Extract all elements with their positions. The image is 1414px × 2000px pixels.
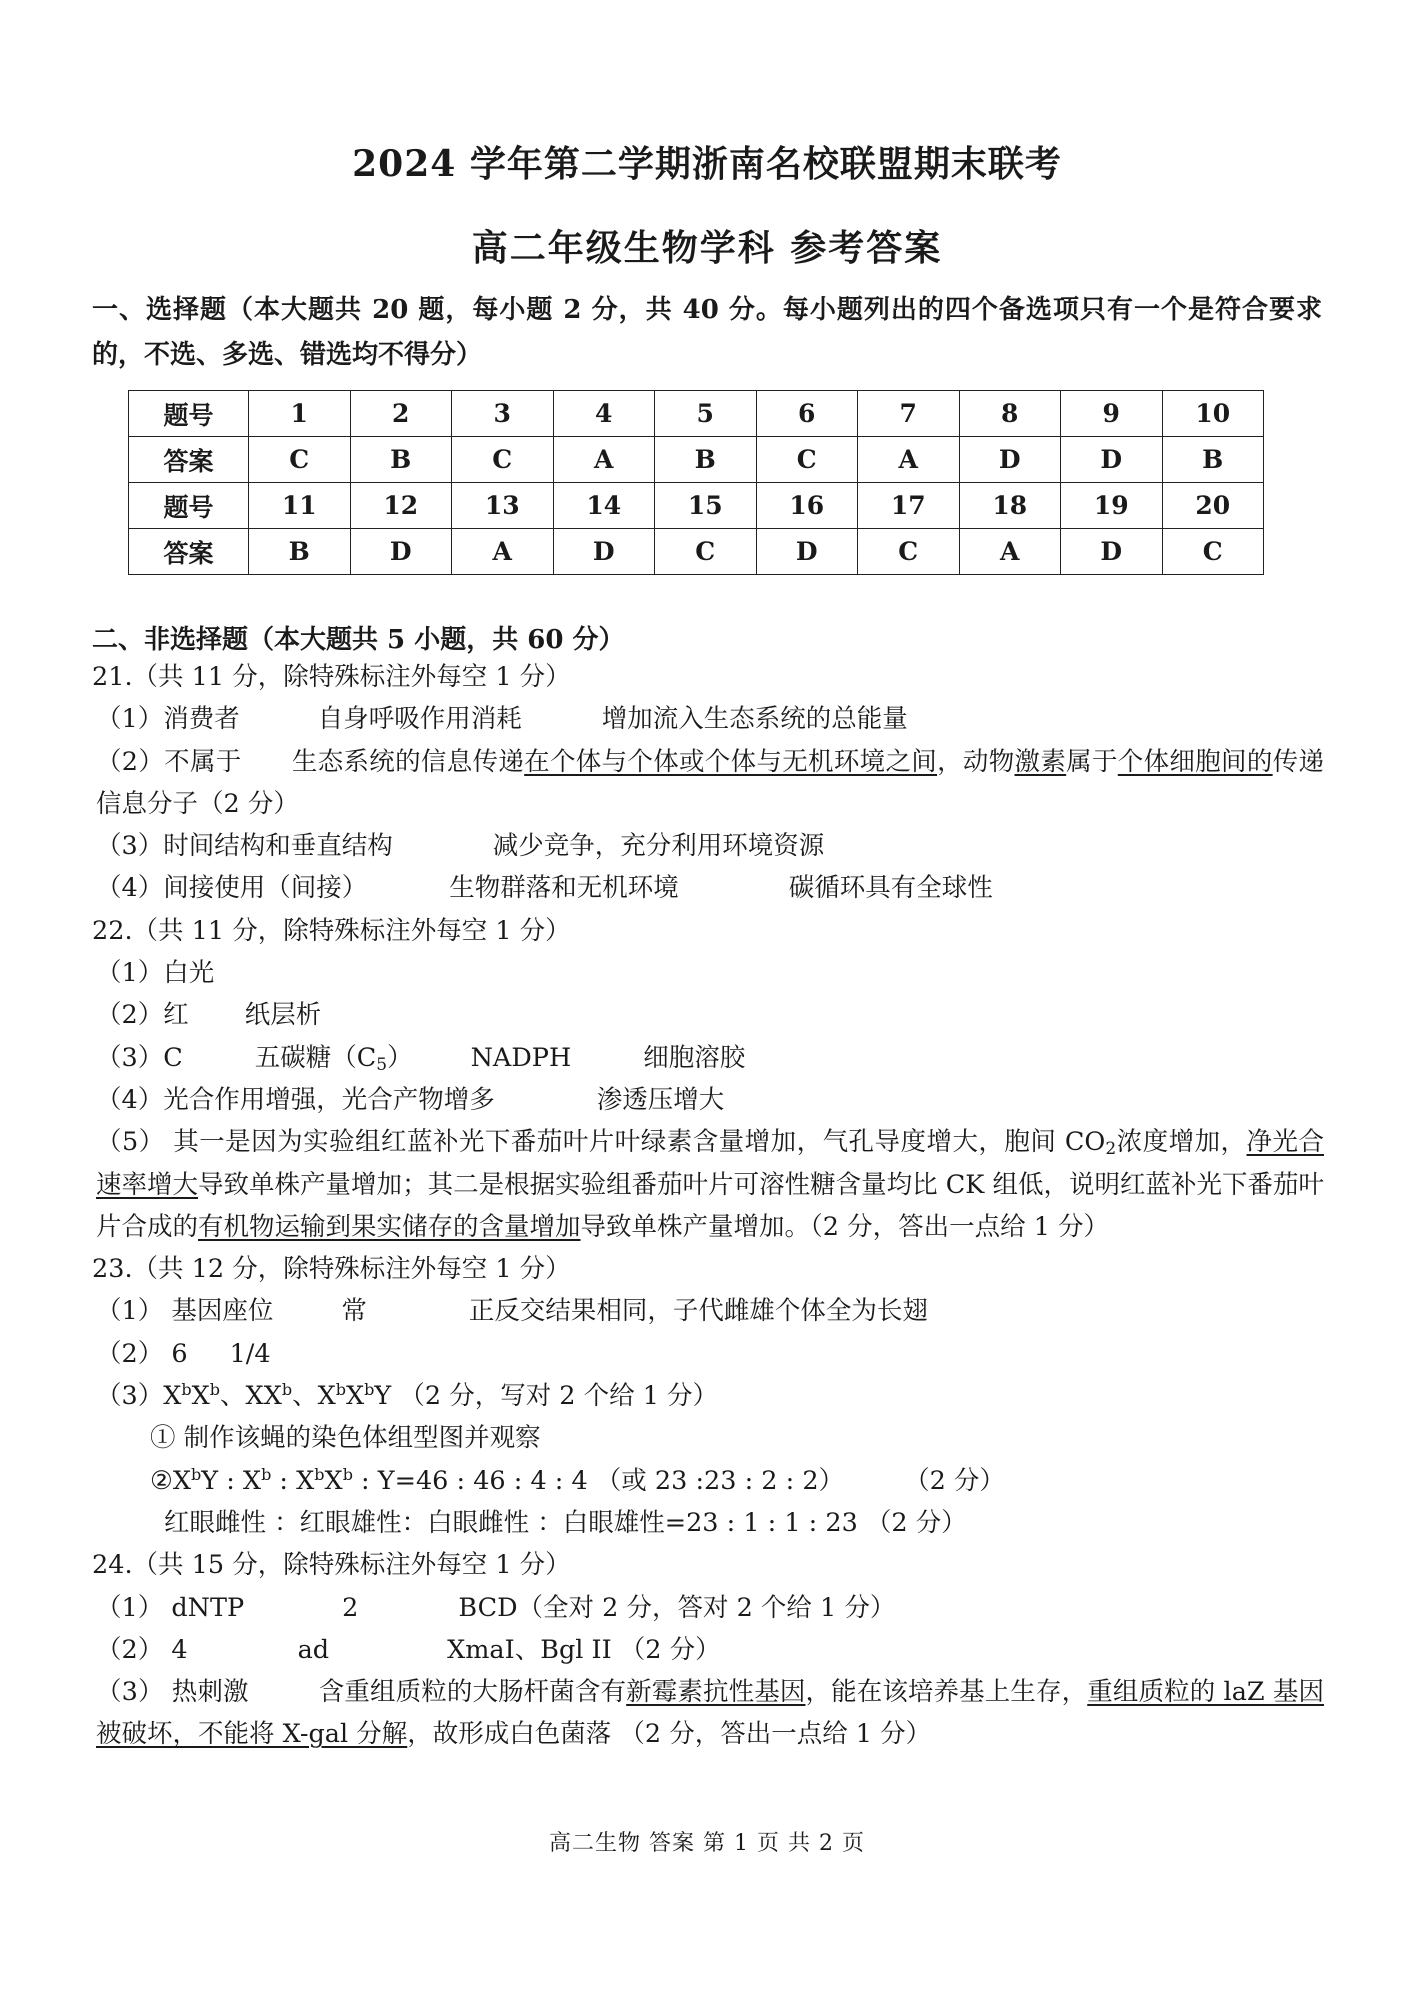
q23-p2-a1: （2） 6 (96, 1338, 188, 1369)
q21-p3-a2: 减少竞争，充分利用环境资源 (492, 831, 825, 862)
answer-cell: A (452, 529, 554, 575)
answer-cell: D (959, 437, 1061, 483)
q24-p3-t3: ，故形成白色菌落 （2 分，答出一点给 1 分） (407, 1719, 932, 1750)
q24-p3-underline2: 重组质粒的 laZ 基因被破坏，不能将 X-gal 分解 (96, 1677, 1324, 1750)
q24-heading: 24.（共 15 分，除特殊标注外每空 1 分） (92, 1550, 571, 1581)
q23-part6 (92, 1502, 1324, 1544)
q22-part3 (92, 1037, 1324, 1079)
q23-part4 (92, 1417, 1324, 1459)
question-number-cell: 19 (1061, 483, 1163, 529)
q21-part1 (92, 698, 1324, 740)
q22-p5-t4: 导致单株产量增加。（2 分，答出一点给 1 分） (580, 1211, 1110, 1242)
q21-p1-a2: 自身呼吸作用消耗 (317, 704, 522, 735)
q23-p5-s1: b (191, 1464, 202, 1484)
page-footer: 高二生物 答案 第 1 页 共 2 页 (549, 1831, 865, 1856)
q21-part2 (92, 741, 1324, 826)
q21-p4-a3: 碳循环具有全球性 (788, 873, 993, 904)
question-number-cell: 16 (756, 483, 858, 529)
q23-p5-t6: （2 分） (904, 1465, 1005, 1496)
q23-p5-t2: Y : X (201, 1465, 262, 1496)
answer-cell: D (1061, 529, 1163, 575)
q22-p3-sub: 5 (376, 1054, 388, 1075)
question-number-cell: 6 (756, 391, 858, 437)
question-number-cell: 8 (959, 391, 1061, 437)
q22-p3-a2: 五碳糖（C (254, 1042, 377, 1073)
question-number-cell: 10 (1162, 391, 1264, 437)
q23-p3-t1: （3）X (96, 1381, 182, 1412)
q24-p1-a2: 2 (342, 1592, 359, 1623)
q24-part3 (92, 1671, 1324, 1756)
q23-p3-t6: Y （2 分，写对 2 个给 1 分） (374, 1381, 719, 1412)
q21-p4-a1: （4）间接使用（间接） (96, 873, 368, 904)
q21-p2-a2: 生态系统的信息传递 (291, 746, 525, 777)
q24-p3-t2: ，能在该培养基上生存， (805, 1677, 1088, 1708)
q23-p6-a1: 红眼雌性 ：红眼雄性：白眼雌性 ：白眼雄性=23 : 1 : 1 : 23 （2 分） (164, 1507, 967, 1538)
q23-p5-s2: b (261, 1464, 272, 1484)
answer-cell: D (756, 529, 858, 575)
q21-p2-a1: （2）不属于 (96, 746, 242, 777)
q23-p1-a2: 常 (341, 1296, 367, 1327)
answer-cell: C (858, 529, 960, 575)
question-number-row (129, 391, 1264, 437)
q24-p3-underline1: 新霉素抗性基因 (626, 1677, 806, 1708)
answer-row (129, 437, 1264, 483)
q24-p2-a1: （2） 4 (96, 1634, 188, 1665)
q22-p3-a1: （3）C (96, 1042, 183, 1073)
q21-p2-underline3: 个体细胞间的 (1117, 746, 1273, 777)
q23-part5 (92, 1460, 1324, 1502)
answer-cell: D (553, 529, 655, 575)
question-number-cell: 2 (350, 391, 452, 437)
answer-row (129, 529, 1264, 575)
q23-p3-t2: X (191, 1381, 210, 1412)
q23-p5-s4: b (342, 1464, 353, 1484)
question-number-cell: 3 (452, 391, 554, 437)
q22-p5-underline1: 净光合速率增大 (96, 1127, 1324, 1200)
q22-p5-sub: 2 (1105, 1139, 1117, 1160)
answer-cell: B (350, 437, 452, 483)
answer-cell: C (249, 437, 351, 483)
q23-p2-a2: 1/4 (229, 1338, 271, 1369)
q24-p3-a1: （3） 热刺激 (96, 1677, 249, 1708)
q23-part1 (92, 1290, 1324, 1332)
q24-p2-a3: XmaI、Bgl II （2 分） (447, 1634, 721, 1665)
answer-cell: C (452, 437, 554, 483)
answer-cell: C (655, 529, 757, 575)
question-number-cell: 15 (655, 483, 757, 529)
q23-p3-t3: 、XX (220, 1381, 282, 1412)
q23-p1-a1: （1） 基因座位 (96, 1296, 274, 1327)
q21-p1-a1: （1）消费者 (96, 704, 240, 735)
q23-p3-t4: 、X (292, 1381, 336, 1412)
section1-heading: 一、选择题（本大题共 20 题，每小题 2 分，共 40 分。每小题列出的四个备选项只有一个是符合要求的，不选、多选、错选均不得分） (92, 295, 1322, 370)
q21-heading: 21.（共 11 分，除特殊标注外每空 1 分） (92, 662, 571, 692)
question-number-cell: 18 (959, 483, 1061, 529)
row-label-question: 题号 (129, 391, 249, 437)
q24-p1-a3: BCD（全对 2 分，答对 2 个给 1 分） (458, 1592, 896, 1623)
answer-cell: B (655, 437, 757, 483)
question-number-cell: 1 (249, 391, 351, 437)
q23-part2 (92, 1333, 1324, 1375)
q23-heading: 23.（共 12 分，除特殊标注外每空 1 分） (92, 1254, 571, 1285)
q22-p4-a2: 渗透压增大 (596, 1084, 725, 1115)
q23-part3 (92, 1375, 1324, 1417)
row-label-answer: 答案 (129, 529, 249, 575)
answer-cell: B (249, 529, 351, 575)
q21-p1-a3: 增加流入生态系统的总能量 (601, 704, 908, 735)
q24-p2-a2: ad (297, 1634, 330, 1665)
question-number-cell: 13 (452, 483, 554, 529)
q22-heading: 22.（共 11 分，除特殊标注外每空 1 分） (92, 915, 571, 946)
q23-p1-a3: 正反交结果相同，子代雌雄个体全为长翅 (468, 1296, 928, 1327)
question-number-cell: 7 (858, 391, 960, 437)
q21-p2-underline1: 在个体与个体或个体与无机环境之间 (524, 746, 938, 777)
row-label-question: 题号 (129, 483, 249, 529)
q21-p2-underline2: 激素 (1014, 746, 1067, 777)
q22-p3-a3: NADPH (470, 1042, 572, 1073)
q24-part2 (92, 1629, 1324, 1671)
answers-body (92, 656, 1324, 1756)
answer-cell: C (1162, 529, 1264, 575)
question-number-cell: 20 (1162, 483, 1264, 529)
q21-p4-a2: 生物群落和无机环境 (449, 873, 679, 904)
question-number-cell: 17 (858, 483, 960, 529)
exam-title: 2024 学年第二学期浙南名校联盟期末联考 (352, 143, 1062, 185)
q21-part4 (92, 867, 1324, 909)
q22-p1-a1: （1）白光 (96, 958, 215, 989)
answer-cell: D (1061, 437, 1163, 483)
q22-part4 (92, 1079, 1324, 1121)
q22-p5-underline2: 有机物运输到果实储存的含量增加 (198, 1211, 581, 1242)
question-number-cell: 14 (553, 483, 655, 529)
answer-table (128, 390, 1264, 575)
question-number-row (129, 483, 1264, 529)
q23-p3-s3: b (281, 1380, 293, 1400)
q23-p3-s2: b (209, 1380, 221, 1400)
exam-subtitle: 高二年级生物学科 参考答案 (471, 227, 943, 269)
q24-p1-a1: （1） dNTP (96, 1592, 245, 1623)
q23-p3-s4: b (335, 1380, 347, 1400)
question-number-cell: 11 (249, 483, 351, 529)
q23-p5-t4: X (324, 1465, 343, 1496)
answer-cell: A (959, 529, 1061, 575)
q22-part2 (92, 994, 1324, 1036)
q24-part1 (92, 1587, 1324, 1629)
answer-cell: B (1162, 437, 1264, 483)
q22-part1 (92, 952, 1324, 994)
q22-part5 (92, 1121, 1324, 1248)
q23-p5-t5: : Y=46 : 46 : 4 : 4 （或 23 :23 : 2 : 2） (352, 1465, 845, 1496)
question-number-cell: 12 (350, 483, 452, 529)
q23-p3-t5: X (346, 1381, 365, 1412)
q22-p2-a1: （2）红 (96, 1000, 189, 1031)
q21-p3-a1: （3）时间结构和垂直结构 (96, 831, 393, 862)
q22-p3-a4: 细胞溶胶 (643, 1042, 746, 1073)
q21-p2-text2: 属于 (1066, 746, 1118, 777)
question-number-cell: 5 (655, 391, 757, 437)
q23-p5-t1: ②X (150, 1465, 192, 1496)
answer-cell: C (756, 437, 858, 483)
answer-cell: A (858, 437, 960, 483)
section2-heading: 二、非选择题（本大题共 5 小题，共 60 分） (92, 625, 625, 655)
q22-p5-t2: 浓度增加， (1116, 1127, 1247, 1158)
q23-p3-s5: b (364, 1380, 375, 1400)
answer-cell: A (553, 437, 655, 483)
q22-p4-a1: （4）光合作用增强，光合产物增多 (96, 1084, 495, 1115)
q22-p5-t3: 导致单株产量增加；其二是根据实验组番茄叶片可溶性糖含量均比 CK 组低，说明红蓝补光下番茄叶片合成的 (96, 1169, 1324, 1242)
question-number-cell: 9 (1061, 391, 1163, 437)
question-number-cell: 4 (553, 391, 655, 437)
q21-p2-text: ，动物 (937, 746, 1015, 777)
q22-p5-t1: （5） 其一是因为实验组红蓝补光下番茄叶片叶绿素含量增加，气孔导度增大，胞间 CO (96, 1127, 1106, 1158)
q24-p3-t1: 含重组质粒的大肠杆菌含有 (318, 1677, 627, 1708)
q23-p5-s3: b (314, 1464, 325, 1484)
q23-p3-s1: b (181, 1380, 192, 1400)
q23-p4-a1: ① 制作该蝇的染色体组型图并观察 (150, 1423, 541, 1454)
q21-part3 (92, 825, 1324, 867)
q23-p5-t3: : X (271, 1465, 315, 1496)
q22-p3-close: ） (387, 1042, 413, 1073)
row-label-answer: 答案 (129, 437, 249, 483)
answer-cell: D (350, 529, 452, 575)
q22-p2-a2: 纸层析 (244, 1000, 322, 1031)
q21-p2-text3: 传递信息分子（2 分） (96, 746, 1324, 819)
